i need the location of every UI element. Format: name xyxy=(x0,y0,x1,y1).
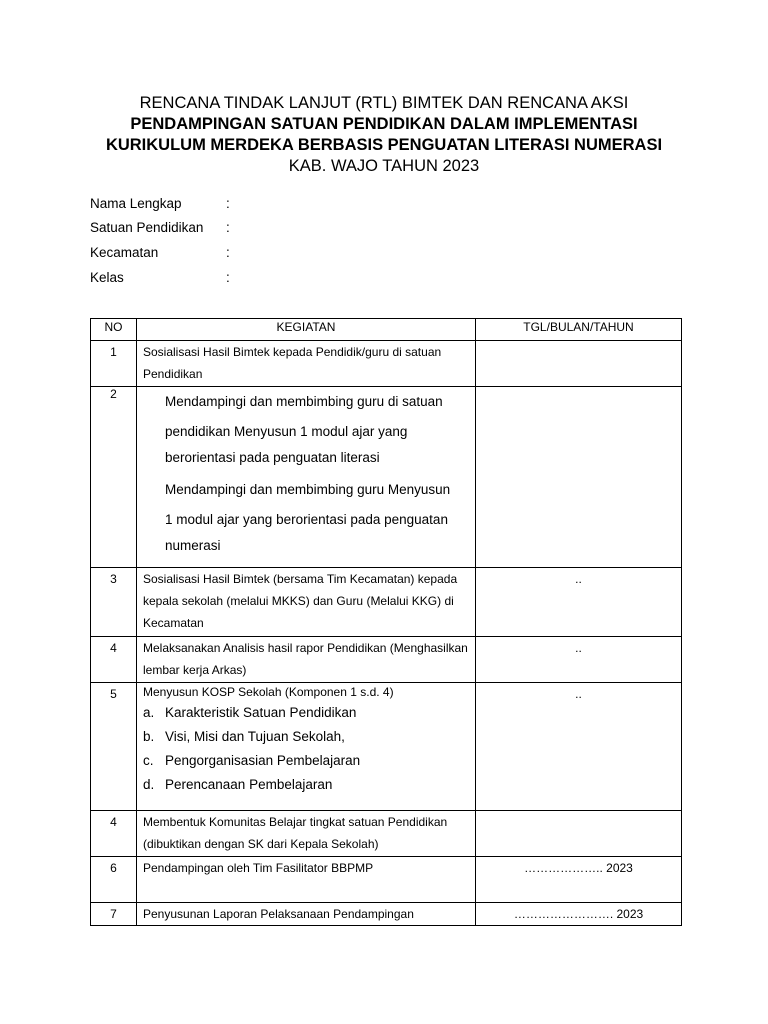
field-colon: : xyxy=(226,245,230,260)
list-item xyxy=(143,725,475,749)
bullet-item xyxy=(143,477,475,559)
bullet-line: berorientasi pada penguatan literasi xyxy=(165,450,380,465)
row-no: 3 xyxy=(91,568,137,637)
field-colon: : xyxy=(226,196,230,211)
rtl-table xyxy=(90,318,682,926)
kosp-title: Menyusun KOSP Sekolah (Komponen 1 s.d. 4) xyxy=(143,685,394,699)
table-row xyxy=(91,683,682,811)
row-tgl: .. xyxy=(476,637,682,683)
bullet-line: pendidikan Menyusun 1 modul ajar yang xyxy=(165,424,408,439)
row-no: 4 xyxy=(91,637,137,683)
bullet-line: 1 modul ajar yang berorientasi pada penguatan xyxy=(165,512,448,527)
row-tgl: ……………………. 2023 xyxy=(476,903,682,926)
header-tgl: TGL/BULAN/TAHUN xyxy=(476,319,682,341)
list-item xyxy=(143,701,475,725)
list-text: Karakteristik Satuan Pendidikan xyxy=(165,705,357,720)
table-row xyxy=(91,637,682,683)
list-text: Pengorganisasian Pembelajaran xyxy=(165,753,361,768)
header-kegiatan: KEGIATAN xyxy=(137,319,476,341)
list-marker: b. xyxy=(143,729,155,744)
header-no: NO xyxy=(91,319,137,341)
row-kegiatan: Pendampingan oleh Tim Fasilitator BBPMP xyxy=(137,857,476,903)
row-no: 6 xyxy=(91,857,137,903)
row-no: 2 xyxy=(91,387,137,568)
row-tgl: .. xyxy=(476,683,682,811)
row-tgl xyxy=(476,341,682,387)
table-header-row xyxy=(91,319,682,341)
list-marker: a. xyxy=(143,705,155,720)
title-line-4: KAB. WAJO TAHUN 2023 xyxy=(288,157,480,175)
table-row xyxy=(91,387,682,568)
field-label: Satuan Pendidikan xyxy=(90,220,204,235)
field-colon: : xyxy=(226,220,230,235)
row-kegiatan: Sosialisasi Hasil Bimtek (bersama Tim Kecamatan) kepada kepala sekolah (melalui MKKS) dan Guru (Melalui KKG) di Kecamatan xyxy=(137,568,476,637)
row-kegiatan xyxy=(137,683,476,811)
title-line-1: RENCANA TINDAK LANJUT (RTL) BIMTEK DAN RENCANA AKSI xyxy=(139,94,629,112)
row-no: 4 xyxy=(91,811,137,857)
row-tgl xyxy=(476,387,682,568)
row-kegiatan: Sosialisasi Hasil Bimtek kepada Pendidik/guru di satuan Pendidikan xyxy=(137,341,476,387)
bullet-line: numerasi xyxy=(165,538,221,553)
list-item xyxy=(143,749,475,773)
row-no: 5 xyxy=(91,683,137,811)
table-row xyxy=(91,857,682,903)
list-text: Perencanaan Pembelajaran xyxy=(165,777,333,792)
table-row xyxy=(91,568,682,637)
field-label: Kecamatan xyxy=(90,245,159,260)
list-text: Visi, Misi dan Tujuan Sekolah, xyxy=(165,729,345,744)
bullet-item xyxy=(143,389,475,471)
row-kegiatan xyxy=(137,387,476,568)
row-no: 1 xyxy=(91,341,137,387)
field-colon: : xyxy=(226,270,230,285)
row-kegiatan: Melaksanakan Analisis hasil rapor Pendidikan (Menghasilkan lembar kerja Arkas) xyxy=(137,637,476,683)
list-item xyxy=(143,773,475,797)
row-no: 7 xyxy=(91,903,137,926)
list-marker: c. xyxy=(143,753,154,768)
row-kegiatan: Penyusunan Laporan Pelaksanaan Pendampingan xyxy=(137,903,476,926)
bullet-line: Mendampingi dan membimbing guru di satuan xyxy=(165,394,443,409)
kosp-list xyxy=(143,701,475,797)
row-kegiatan: Membentuk Komunitas Belajar tingkat satuan Pendidikan (dibuktikan dengan SK dari Kepala Sekolah) xyxy=(137,811,476,857)
title-line-3: KURIKULUM MERDEKA BERBASIS PENGUATAN LITERASI NUMERASI xyxy=(105,136,663,154)
row-tgl: ……………….. 2023 xyxy=(476,857,682,903)
table-row xyxy=(91,903,682,926)
list-marker: d. xyxy=(143,777,155,792)
table-row xyxy=(91,811,682,857)
field-label: Kelas xyxy=(90,270,124,285)
table-row xyxy=(91,341,682,387)
row-tgl: .. xyxy=(476,568,682,637)
row-tgl xyxy=(476,811,682,857)
field-label: Nama Lengkap xyxy=(90,196,182,211)
title-line-2: PENDAMPINGAN SATUAN PENDIDIKAN DALAM IMPLEMENTASI xyxy=(130,115,638,133)
bullet-line: Mendampingi dan membimbing guru Menyusun xyxy=(165,482,451,497)
